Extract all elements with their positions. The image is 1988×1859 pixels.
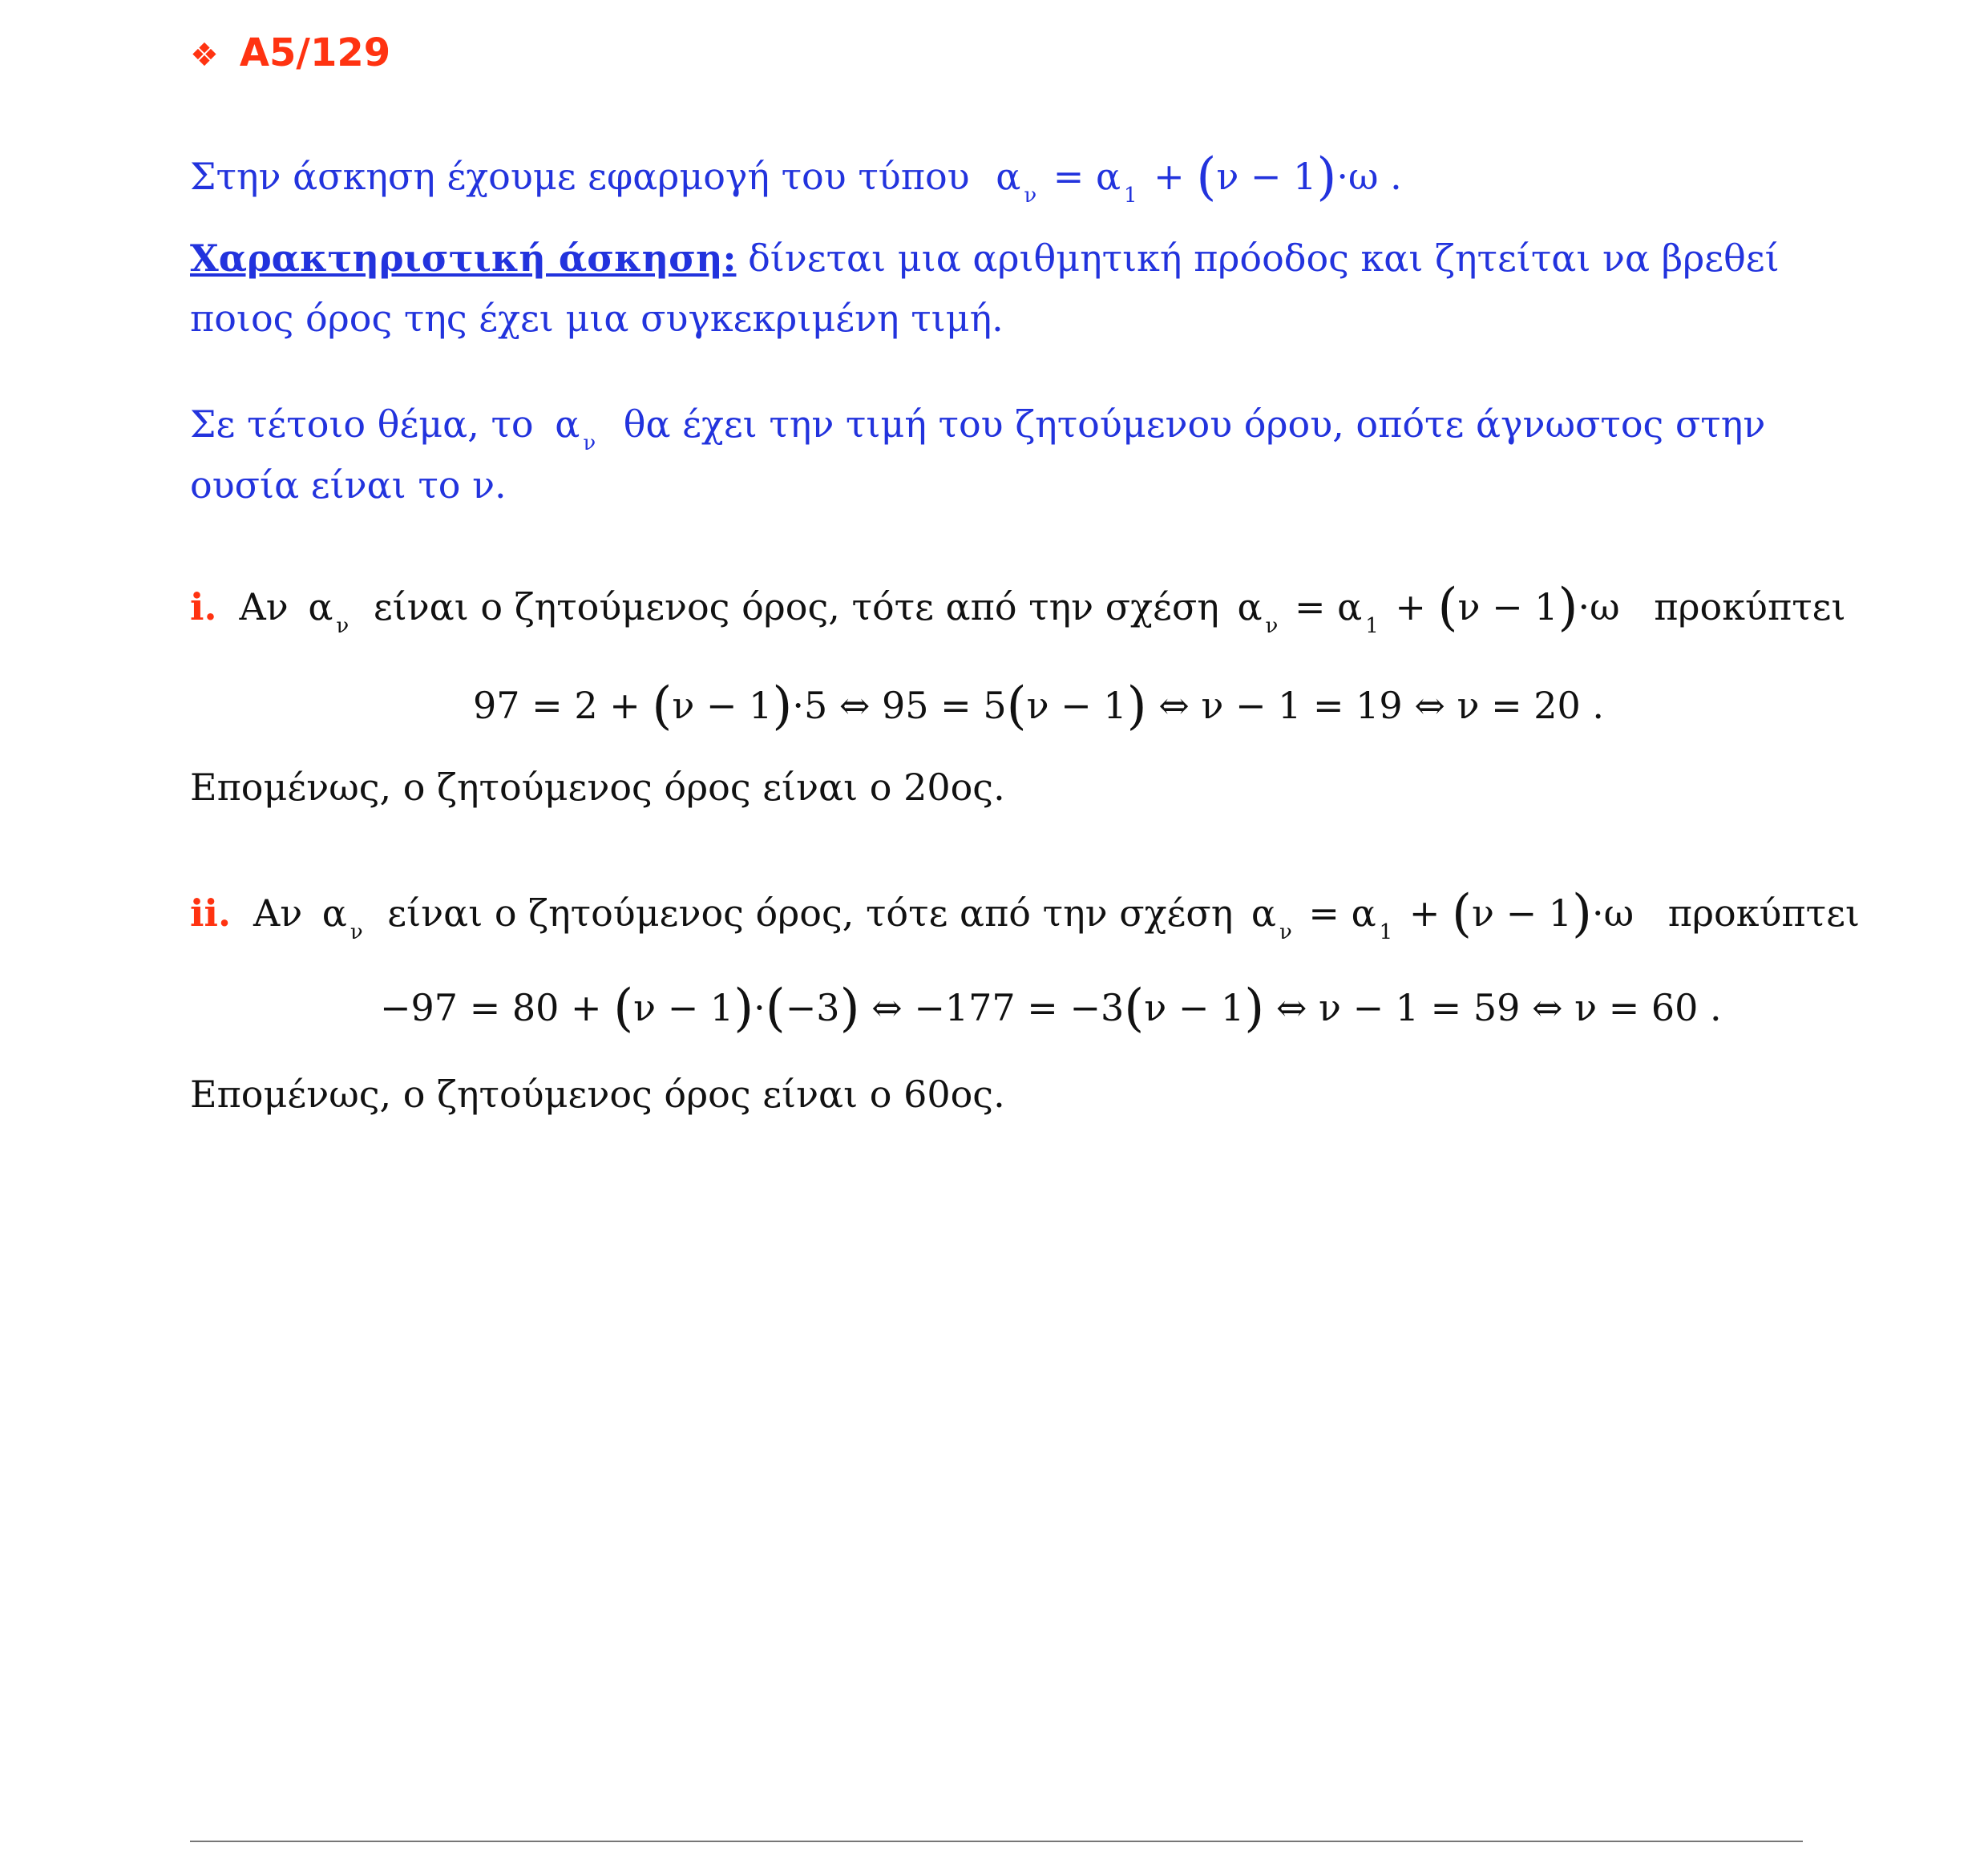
formula-tail: ·ω bbox=[1578, 585, 1620, 628]
note-line-1 bbox=[190, 402, 1766, 455]
formula-sub-nu: ν bbox=[1024, 184, 1037, 208]
part-ii-text-c: προκύπτει bbox=[1667, 891, 1860, 935]
formula-right-paren: ) bbox=[1316, 148, 1337, 207]
formula-equals: = α bbox=[1041, 155, 1121, 198]
formula-left-paren: ( bbox=[1196, 148, 1217, 207]
part-ii-alpha: α bbox=[321, 891, 347, 935]
part-i-statement bbox=[190, 573, 1846, 638]
note-text-b: θα έχει την τιμή του ζητούμενου όρου, οπότε άγνωστος στην bbox=[623, 402, 1766, 446]
formula-alpha: α bbox=[1237, 585, 1263, 628]
formula-sub-one: 1 bbox=[1365, 614, 1379, 638]
characteristic-label: Χαρακτηριστική άσκηση: bbox=[190, 236, 737, 280]
note-line-2 bbox=[190, 463, 507, 507]
part-ii-conclusion-text: Επομένως, ο ζητούμενος όρος είναι ο 60ος. bbox=[190, 1073, 1005, 1116]
part-ii-conclusion bbox=[190, 1073, 1005, 1116]
part-i-sub-nu: ν bbox=[336, 614, 350, 638]
equation-segment: ⇔ −177 = −3 bbox=[859, 986, 1125, 1029]
note-alpha: α bbox=[555, 402, 580, 446]
intro-line bbox=[190, 143, 1402, 208]
equation-left-paren: ( bbox=[1124, 979, 1145, 1038]
part-i-text-b: είναι ο ζητούμενος όρος, τότε από την σχέση bbox=[373, 585, 1219, 628]
intro-formula bbox=[996, 148, 1402, 208]
equation-segment: ⇔ ν − 1 = 59 ⇔ ν = 60 . bbox=[1264, 986, 1722, 1029]
part-i-conclusion bbox=[190, 766, 1005, 809]
formula-tail: ·ω . bbox=[1336, 155, 1402, 198]
footer-divider bbox=[190, 1841, 1803, 1842]
equation-segment: −97 = 80 + bbox=[380, 986, 614, 1029]
part-ii-text-a: Αν bbox=[253, 891, 303, 935]
part-i-conclusion-text: Επομένως, ο ζητούμενος όρος είναι ο 20ος. bbox=[190, 766, 1005, 809]
equation-right-paren: ) bbox=[772, 677, 793, 736]
formula-sub-one: 1 bbox=[1379, 920, 1393, 944]
equation-segment: 97 = 2 + bbox=[473, 684, 653, 727]
note-text-a: Σε τέτοιο θέμα, το bbox=[190, 402, 534, 446]
formula-tail: ·ω bbox=[1591, 891, 1634, 935]
formula-sub-nu: ν bbox=[1265, 614, 1279, 638]
formula-plus: + bbox=[1397, 891, 1453, 935]
part-ii-sub-nu: ν bbox=[350, 920, 363, 944]
part-i-equation bbox=[473, 672, 1605, 736]
characteristic-text-1: δίνεται μια αριθμητική πρόοδος και ζητείται να βρεθεί bbox=[748, 236, 1780, 280]
equation-right-paren: ) bbox=[733, 979, 754, 1038]
characteristic-text-2: ποιος όρος της έχει μια συγκεκριμένη τιμή. bbox=[190, 297, 1004, 340]
equation-inner: ν − 1 bbox=[1144, 986, 1245, 1029]
formula-right-paren: ) bbox=[1558, 578, 1578, 637]
part-i-text-a: Αν bbox=[239, 585, 289, 628]
formula-right-paren: ) bbox=[1572, 884, 1592, 944]
equation-segment: ·5 ⇔ 95 = 5 bbox=[792, 684, 1007, 727]
part-i-formula bbox=[1237, 578, 1620, 638]
exercise-code: A5/129 bbox=[239, 30, 391, 75]
formula-alpha: α bbox=[1251, 891, 1276, 935]
part-ii-label: ii. bbox=[190, 891, 231, 935]
formula-left-paren: ( bbox=[1452, 884, 1472, 944]
exercise-header bbox=[190, 30, 390, 75]
formula-plus: + bbox=[1383, 585, 1438, 628]
equation-left-paren: ( bbox=[765, 979, 786, 1038]
characteristic-line-2 bbox=[190, 297, 1004, 340]
equation-inner: −3 bbox=[785, 986, 840, 1029]
formula-equals: = α bbox=[1296, 891, 1376, 935]
equation-inner: ν − 1 bbox=[672, 684, 773, 727]
formula-inner: ν − 1 bbox=[1471, 891, 1573, 935]
equation-left-paren: ( bbox=[652, 677, 673, 736]
note-text-2: ουσία είναι το ν. bbox=[190, 463, 507, 507]
equation-right-paren: ) bbox=[1244, 979, 1265, 1038]
part-i-alpha: α bbox=[308, 585, 333, 628]
formula-inner: ν − 1 bbox=[1216, 155, 1317, 198]
intro-text: Στην άσκηση έχουμε εφαρμογή του τύπου bbox=[190, 155, 970, 198]
part-ii-text-b: είναι ο ζητούμενος όρος, τότε από την σχέση bbox=[387, 891, 1234, 935]
part-ii-formula bbox=[1251, 884, 1634, 944]
part-i-label: i. bbox=[190, 585, 217, 628]
equation-right-paren: ) bbox=[1126, 677, 1147, 736]
part-ii-equation bbox=[380, 974, 1722, 1038]
formula-left-paren: ( bbox=[1437, 578, 1458, 637]
formula-sub-nu: ν bbox=[1279, 920, 1292, 944]
equation-inner: ν − 1 bbox=[1026, 684, 1127, 727]
equation-left-paren: ( bbox=[613, 979, 634, 1038]
formula-inner: ν − 1 bbox=[1457, 585, 1558, 628]
formula-equals: = α bbox=[1283, 585, 1363, 628]
equation-right-paren: ) bbox=[839, 979, 860, 1038]
formula-sub-one: 1 bbox=[1124, 184, 1137, 208]
part-ii-statement bbox=[190, 879, 1860, 944]
part-i-text-c: προκύπτει bbox=[1654, 585, 1846, 628]
formula-alpha: α bbox=[996, 155, 1021, 198]
equation-inner: ν − 1 bbox=[633, 986, 734, 1029]
diamond-bullet-icon: ❖ bbox=[190, 37, 219, 74]
characteristic-line-1 bbox=[190, 236, 1780, 280]
formula-plus: + bbox=[1141, 155, 1197, 198]
equation-segment: ⇔ ν − 1 = 19 ⇔ ν = 20 . bbox=[1146, 684, 1605, 727]
equation-left-paren: ( bbox=[1006, 677, 1027, 736]
note-sub-nu: ν bbox=[583, 431, 596, 455]
equation-dot: · bbox=[754, 986, 766, 1029]
